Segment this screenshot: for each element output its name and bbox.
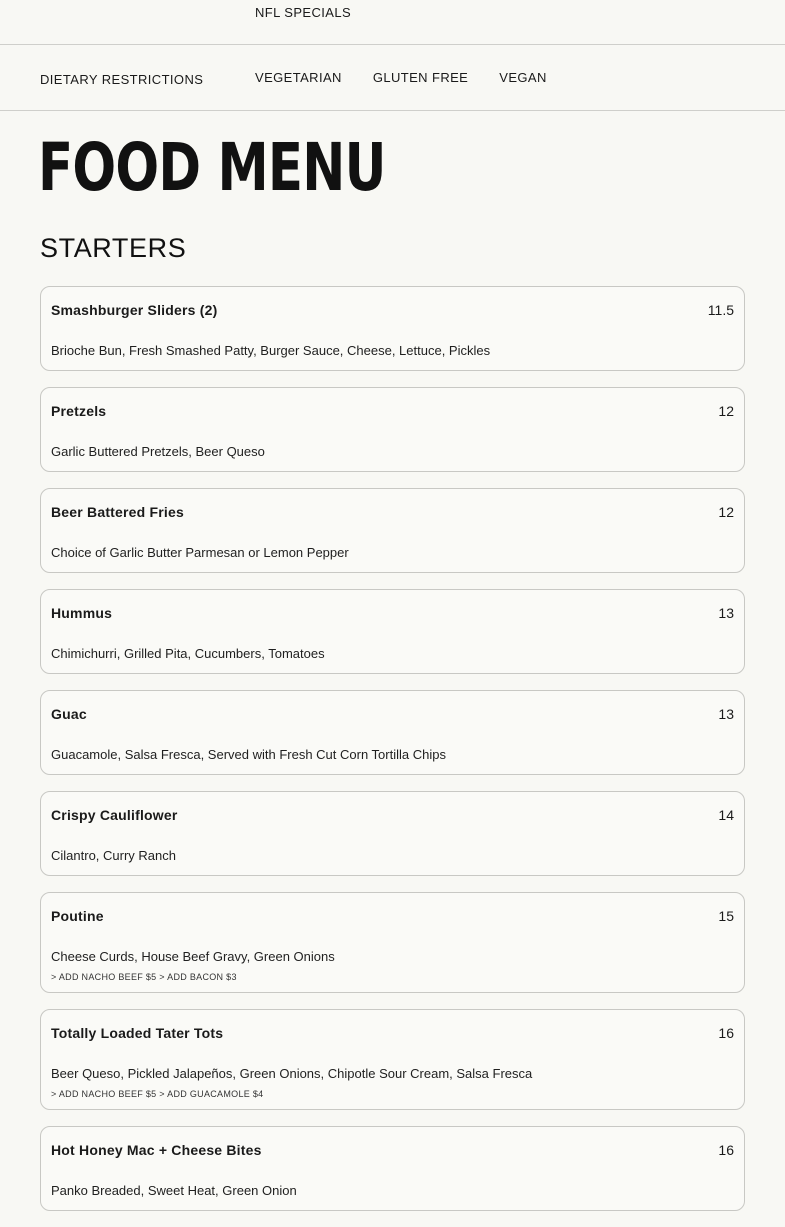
menu-item-price: 12 bbox=[718, 504, 734, 520]
menu-item-price: 16 bbox=[718, 1025, 734, 1041]
menu-item-header bbox=[51, 908, 734, 924]
menu-item-name: Beer Battered Fries bbox=[51, 504, 184, 520]
filter-vegan[interactable]: VEGAN bbox=[499, 70, 547, 85]
menu-item[interactable] bbox=[40, 690, 745, 775]
menu-item-name: Hot Honey Mac + Cheese Bites bbox=[51, 1142, 262, 1158]
section-title-starters: STARTERS bbox=[40, 233, 187, 263]
menu-item-price: 15 bbox=[718, 908, 734, 924]
menu-item[interactable] bbox=[40, 286, 745, 371]
menu-item-description: Beer Queso, Pickled Jalapeños, Green Onions, Chipotle Sour Cream, Salsa Fresca bbox=[51, 1066, 533, 1081]
menu-item-addons: > ADD NACHO BEEF $5 > ADD GUACAMOLE $4 bbox=[51, 1089, 264, 1099]
dietary-filters bbox=[255, 70, 578, 85]
dietary-restrictions-label: DIETARY RESTRICTIONS bbox=[40, 72, 204, 87]
menu-item-price: 11.5 bbox=[707, 302, 734, 318]
menu-item-name: Hummus bbox=[51, 605, 113, 621]
menu-item-name: Poutine bbox=[51, 908, 104, 924]
menu-item[interactable] bbox=[40, 387, 745, 472]
filter-vegetarian[interactable]: VEGETARIAN bbox=[255, 70, 342, 85]
menu-item-name: Totally Loaded Tater Tots bbox=[51, 1025, 224, 1041]
menu-item[interactable] bbox=[40, 892, 745, 993]
menu-item-header bbox=[51, 807, 734, 823]
menu-item-description: Brioche Bun, Fresh Smashed Patty, Burger Sauce, Cheese, Lettuce, Pickles bbox=[51, 343, 491, 358]
menu-item-header bbox=[51, 403, 734, 419]
menu-item-price: 13 bbox=[718, 605, 734, 621]
menu-item-description: Garlic Buttered Pretzels, Beer Queso bbox=[51, 444, 265, 459]
menu-item-name: Pretzels bbox=[51, 403, 107, 419]
menu-item-description: Choice of Garlic Butter Parmesan or Lemon Pepper bbox=[51, 545, 349, 560]
menu-item[interactable] bbox=[40, 1009, 745, 1110]
page-title: FOOD MENU bbox=[38, 129, 386, 206]
menu-item-name: Guac bbox=[51, 706, 87, 722]
menu-item-header bbox=[51, 706, 734, 722]
menu-item[interactable] bbox=[40, 1126, 745, 1211]
nav-link-nfl-specials[interactable]: NFL SPECIALS bbox=[255, 5, 352, 20]
menu-item-description: Cilantro, Curry Ranch bbox=[51, 848, 176, 863]
menu-item-price: 16 bbox=[718, 1142, 734, 1158]
menu-item-name: Crispy Cauliflower bbox=[51, 807, 178, 823]
menu-item-description: Guacamole, Salsa Fresca, Served with Fresh Cut Corn Tortilla Chips bbox=[51, 747, 446, 762]
menu-item[interactable] bbox=[40, 589, 745, 674]
menu-item-price: 12 bbox=[718, 403, 734, 419]
menu-item-price: 14 bbox=[718, 807, 734, 823]
menu-item[interactable] bbox=[40, 488, 745, 573]
menu-item-header bbox=[51, 605, 734, 621]
dietary-restrictions-bar bbox=[0, 45, 785, 111]
menu-item-price: 13 bbox=[718, 706, 734, 722]
menu-item-name: Smashburger Sliders (2) bbox=[51, 302, 218, 318]
menu-item-header bbox=[51, 1025, 734, 1041]
menu-item-description: Cheese Curds, House Beef Gravy, Green Onions bbox=[51, 949, 335, 964]
menu-item-list bbox=[40, 286, 745, 1227]
menu-item-header bbox=[51, 302, 734, 318]
menu-item-header bbox=[51, 1142, 734, 1158]
menu-item[interactable] bbox=[40, 791, 745, 876]
filter-gluten-free[interactable]: GLUTEN FREE bbox=[372, 70, 469, 85]
menu-item-header bbox=[51, 504, 734, 520]
menu-item-addons: > ADD NACHO BEEF $5 > ADD BACON $3 bbox=[51, 972, 237, 982]
menu-item-description: Chimichurri, Grilled Pita, Cucumbers, Tomatoes bbox=[51, 646, 325, 661]
menu-item-description: Panko Breaded, Sweet Heat, Green Onion bbox=[51, 1183, 297, 1198]
top-nav bbox=[0, 0, 785, 45]
